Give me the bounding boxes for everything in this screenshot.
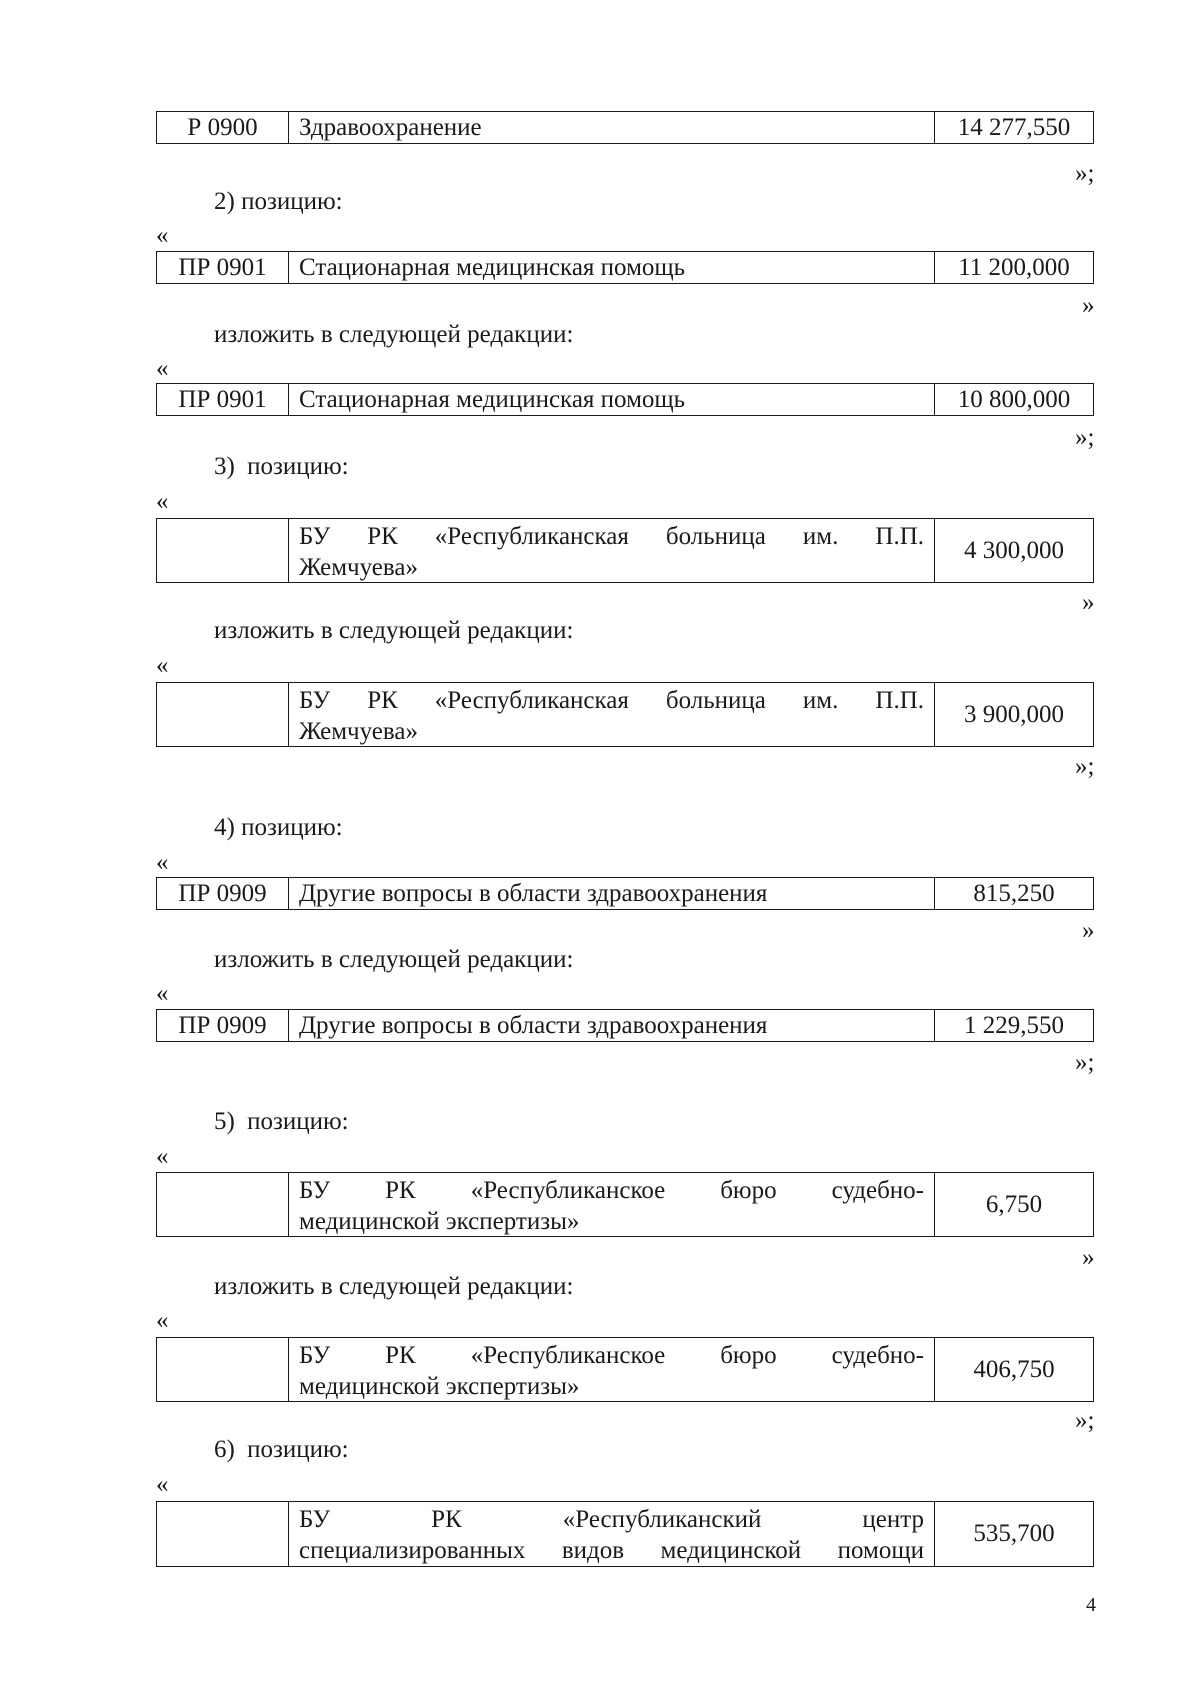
row-name	[289, 683, 935, 746]
table-row	[156, 518, 1094, 583]
item-heading: 4) позицию:	[214, 814, 343, 841]
restate-text: изложить в следующей редакции:	[214, 321, 574, 348]
opening-quote: «	[156, 488, 169, 515]
row-code	[157, 1173, 289, 1236]
closing-quote: »	[1082, 589, 1095, 616]
row-code: Р 0900	[157, 112, 289, 143]
row-code: ПР 0901	[157, 384, 289, 415]
page-number: 4	[1086, 1594, 1096, 1616]
closing-quote: »;	[1075, 1049, 1095, 1076]
table-row	[156, 383, 1094, 416]
item-heading: 3) позицию:	[214, 453, 349, 480]
item-heading: 5) позицию:	[214, 1108, 349, 1135]
opening-quote: «	[156, 1471, 169, 1498]
table-row	[156, 877, 1094, 910]
restate-text: изложить в следующей редакции:	[214, 1273, 574, 1300]
row-amount: 3 900,000	[964, 700, 1064, 728]
closing-quote: »	[1082, 292, 1095, 319]
table-row	[156, 682, 1094, 747]
opening-quote: «	[156, 849, 169, 876]
closing-quote: »;	[1075, 160, 1095, 187]
row-name	[289, 1173, 935, 1236]
row-amount: 14 277,550	[957, 113, 1071, 141]
row-name-line2: медицинской экспертизы»	[299, 1208, 580, 1235]
row-amount: 11 200,000	[958, 253, 1070, 281]
item-heading: 2) позицию:	[214, 188, 343, 215]
row-name-line1: БУ РК «Республиканская больница им. П.П.	[299, 687, 924, 714]
opening-quote: «	[156, 1307, 169, 1334]
row-amount: 1 229,550	[964, 1011, 1064, 1039]
row-amount: 4 300,000	[964, 536, 1064, 564]
table-row	[156, 111, 1094, 144]
row-amount: 406,750	[973, 1355, 1055, 1383]
row-name: Стационарная медицинская помощь	[289, 384, 935, 415]
row-code	[157, 1338, 289, 1401]
row-code: ПР 0909	[157, 878, 289, 909]
row-name-line2: медицинской экспертизы»	[299, 1373, 580, 1400]
row-name	[289, 1338, 935, 1401]
row-name-line2: Жемчуева»	[299, 718, 418, 745]
row-code: ПР 0901	[157, 252, 289, 283]
item-heading: 6) позицию:	[214, 1436, 349, 1463]
row-code	[157, 519, 289, 582]
row-name-line1: БУ РК «Республиканское бюро судебно-	[299, 1342, 924, 1369]
row-name-line1: БУ РК «Республиканское бюро судебно-	[299, 1177, 924, 1204]
row-name	[289, 1502, 935, 1566]
table-row	[156, 251, 1094, 284]
row-name-line1: БУ РК «Республиканский центр	[299, 1506, 924, 1533]
table-row	[156, 1501, 1094, 1567]
opening-quote: «	[156, 652, 169, 679]
row-name-line2: Жемчуева»	[299, 554, 418, 581]
opening-quote: «	[156, 355, 169, 382]
opening-quote: «	[156, 980, 169, 1007]
row-amount: 6,750	[985, 1190, 1043, 1218]
row-amount: 10 800,000	[957, 385, 1071, 413]
closing-quote: »	[1082, 1244, 1095, 1271]
row-code: ПР 0909	[157, 1010, 289, 1041]
row-name-line2: специализированных видов медицинской помощи	[299, 1537, 924, 1564]
row-name	[289, 519, 935, 582]
row-name-line1: БУ РК «Республиканская больница им. П.П.	[299, 523, 924, 550]
row-name: Стационарная медицинская помощь	[289, 252, 935, 283]
opening-quote: «	[156, 222, 169, 249]
row-code	[157, 1502, 289, 1566]
closing-quote: »;	[1075, 753, 1095, 780]
closing-quote: »;	[1075, 1407, 1095, 1434]
table-row	[156, 1172, 1094, 1237]
row-name: Другие вопросы в области здравоохранения	[289, 878, 935, 909]
row-code	[157, 683, 289, 746]
table-row	[156, 1009, 1094, 1042]
row-name: Здравоохранение	[289, 112, 935, 143]
row-amount: 535,700	[973, 1520, 1055, 1547]
closing-quote: »	[1082, 917, 1095, 944]
closing-quote: »;	[1075, 424, 1095, 451]
row-amount: 815,250	[973, 879, 1055, 907]
restate-text: изложить в следующей редакции:	[214, 946, 574, 973]
table-row	[156, 1337, 1094, 1402]
restate-text: изложить в следующей редакции:	[214, 617, 574, 644]
opening-quote: «	[156, 1143, 169, 1170]
row-name: Другие вопросы в области здравоохранения	[289, 1010, 935, 1041]
